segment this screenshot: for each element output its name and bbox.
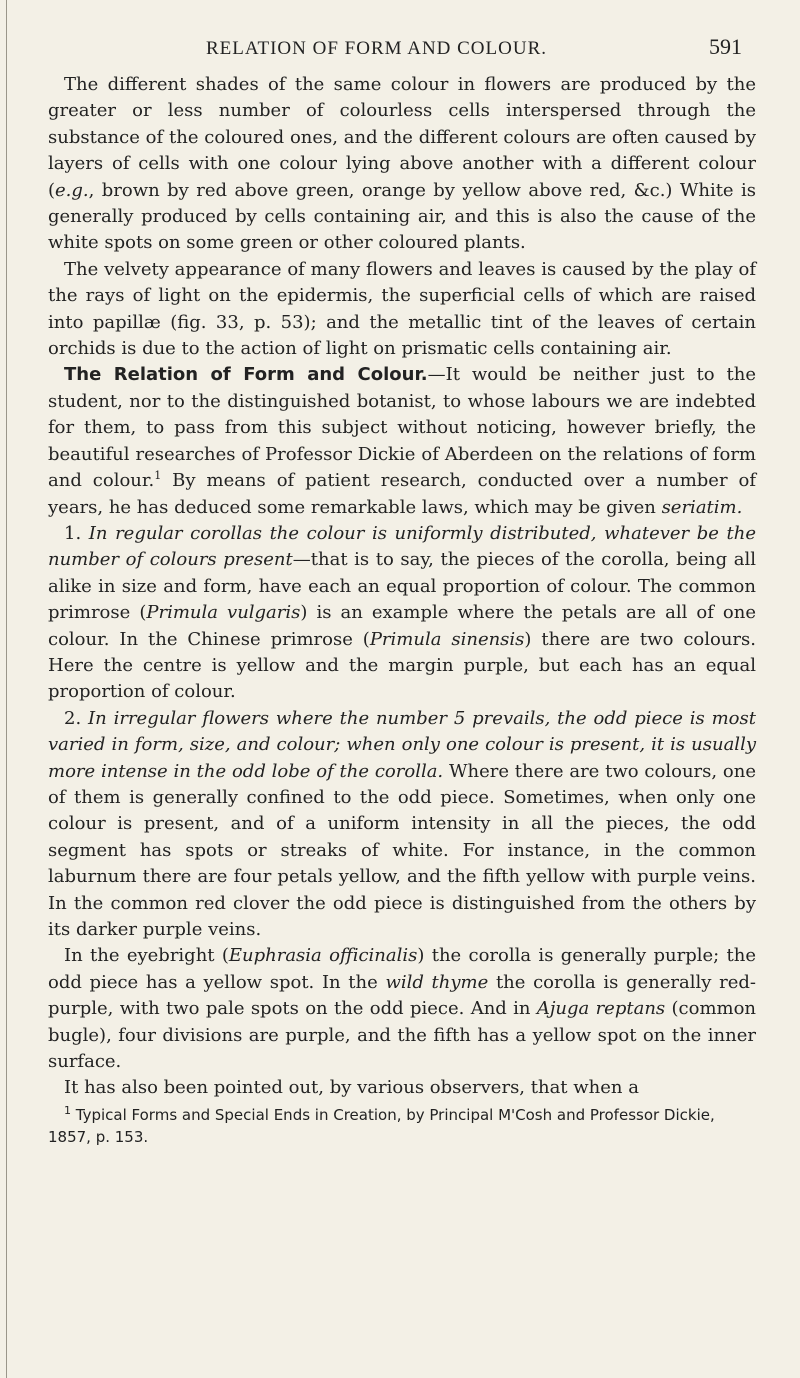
footnote [48, 1104, 756, 1148]
running-title: RELATION OF FORM AND COLOUR. [206, 38, 547, 59]
law-2-statement: In irregular flowers where the number 5 prevails, the odd piece is most varied in form, size, and colour; when only one colour is present, it is usually more intense in the odd lobe of the corolla. [48, 707, 756, 782]
section-heading: The Relation of Form and Colour. [64, 364, 428, 386]
footnote-text: Typical Forms and Special Ends in Creation, by Principal M'Cosh and Professor Dickie, 1857, p. 153. [48, 1105, 715, 1146]
page-edge-line [6, 0, 7, 1378]
paragraph-law-2: 2. In irregular flowers where the number 5 prevails, the odd piece is most varied in form, size, and colour; when only one colour is present, it is usually more intense in the odd lobe of the corolla. Where there are two colours, one of them is generally confined to the odd piece. Sometimes, when only one colour is present, and of a uniform intensity in all the pieces, the odd segment has spots or streaks of white. For instance, in the common laburnum there are four petals yellow, and the fifth yellow with purple veins. In the common red clover the odd piece is distinguished from the others by its darker purple veins. [48, 707, 756, 940]
eg-abbrev: e.g. [55, 179, 89, 201]
paragraph-eyebright: In the eyebright (Euphrasia officinalis) the corolla is generally purple; the odd piece has a yellow spot. In the wild thyme the corolla is generally red-purple, with two pale spots on the odd piece. And in Ajuga reptans (common bugle), four divisions are purple, and the fifth has a yellow spot on the inner surface. [48, 945, 757, 1073]
page-number: 591 [709, 34, 742, 59]
footnote-ref: 1 [154, 469, 162, 483]
footnote-mark: 1 [64, 1103, 71, 1117]
paragraph-law-1: 1. In regular corollas the colour is uniformly distributed, whatever be the number of colours present—that is to say, the pieces of the corolla, being all alike in size and form, have each an equal proportion of colour. The common primrose (Primula vulgaris) is an example where the petals are all of one colour. In the Chinese primrose (Primula sinensis) there are two colours. Here the centre is yellow and the margin purple, but each has an equal proportion of colour. [48, 522, 757, 703]
paragraph-observers: It has also been pointed out, by various observers, that when a [64, 1077, 639, 1099]
paragraph-velvety: The velvety appearance of many flowers and leaves is caused by the play of the rays of light on the epidermis, the superficial cells of which are raised into papillæ (fig. 33, p. 53); and the metallic tint of the leaves of certain orchids is due to the action of light on prismatic cells containing air. [48, 258, 756, 360]
law-1-statement: In regular corollas the colour is uniformly distributed, whatever be the number of colours present [48, 522, 756, 571]
paragraph-shades: The different shades of the same colour in flowers are produced by the greater or less number of colourless cells interspersed through the substance of the coloured ones, and the different colours are often caused by layers of cells with one colour lying above another with a different colour (e.g., brown by red above green, orange by yellow above red, &c.) White is generally produced by cells containing air, and this is also the cause of the white spots on some green or other coloured plants. [48, 74, 756, 254]
paragraph-relation: The Relation of Form and Colour.—It would be neither just to the student, nor to the distinguished botanist, to whose labours we are indebted for them, to pass from this subject without noticing, however briefly, the beautiful researches of Professor Dickie of Aberdeen on the relations of form and colour.$^1$ By means of patient research, conducted over a number of years, he has deduced some remarkable laws, which may be given seriatim. [48, 364, 756, 518]
body-text [48, 72, 756, 1102]
running-header [206, 34, 742, 60]
